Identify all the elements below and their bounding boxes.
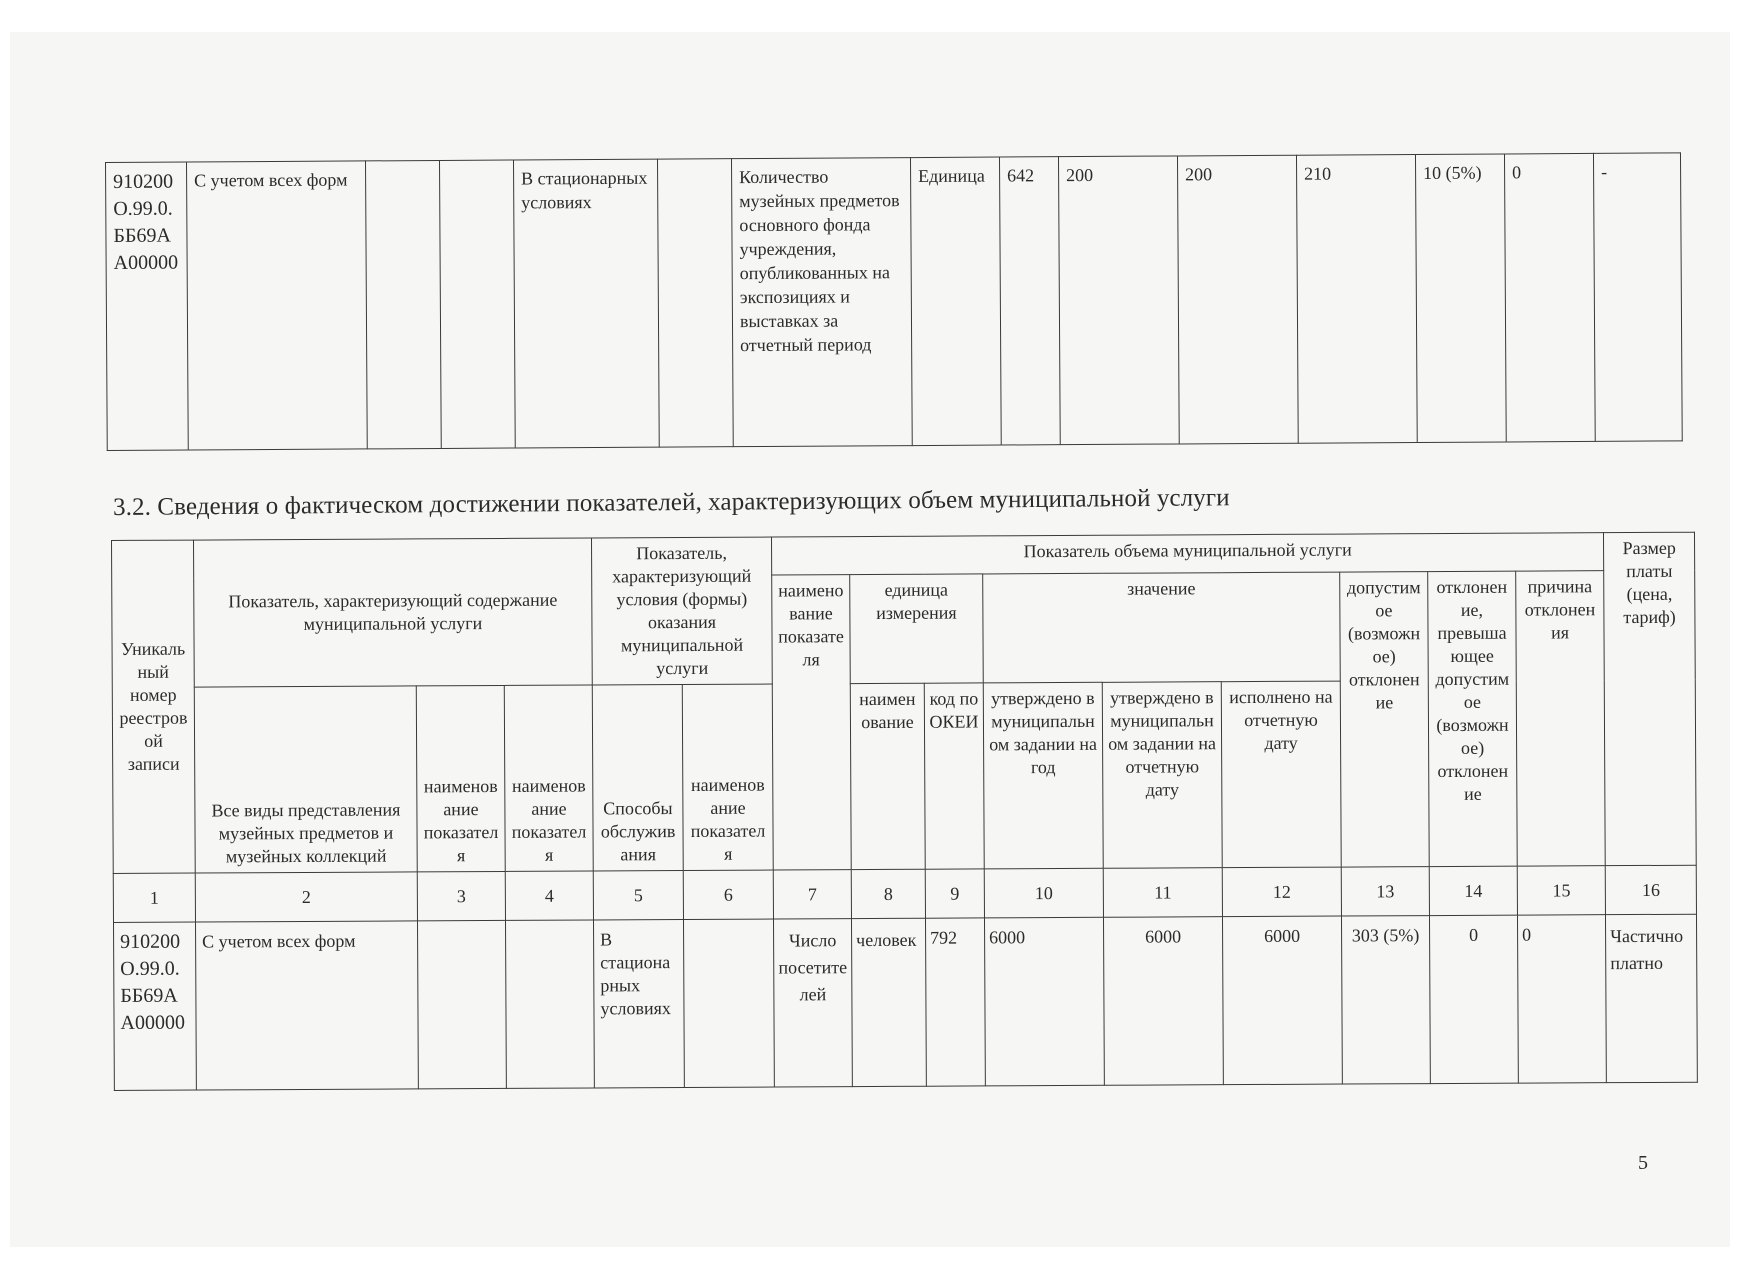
column-number: 5 — [593, 871, 683, 920]
column-number: 10 — [984, 868, 1103, 918]
allowed-deviation-cell: 303 (5%) — [1342, 916, 1431, 1084]
fulfilled-cell: 210 — [1296, 154, 1417, 443]
content-cell: С учетом всех форм — [196, 921, 419, 1090]
column-number-row — [113, 865, 1696, 922]
approved-date-cell: 6000 — [1104, 917, 1224, 1086]
okei-cell: 642 — [999, 157, 1060, 445]
column-number: 12 — [1222, 867, 1341, 917]
unit-group-header: единица измерения — [850, 574, 984, 684]
form-group-header: Показатель, характеризующий условия (формы) оказания муниципальной услуги — [592, 537, 773, 685]
fulfilled-header: исполнено на отчетную дату — [1221, 681, 1341, 868]
column-number: 9 — [925, 869, 984, 918]
column-number: 3 — [417, 871, 505, 920]
volume-indicators-table — [111, 532, 1698, 1091]
registry-code-cell: 910200О.99.0.ББ69АА00000 — [106, 162, 189, 450]
indicator-name-header: наименование показателя — [772, 575, 852, 870]
registry-code-cell: 910200О.99.0.ББ69АА00000 — [114, 922, 197, 1090]
column-number: 15 — [1517, 866, 1605, 915]
value-group-header: значение — [983, 572, 1341, 683]
okei-cell: 792 — [926, 918, 986, 1086]
deviation-cell: 0 — [1504, 153, 1595, 442]
column-number: 7 — [773, 870, 851, 919]
allowed-deviation-header: допустимое (возможное) отклонение — [1340, 572, 1430, 867]
empty-cell — [439, 160, 515, 448]
table-row — [106, 153, 1683, 451]
column-number: 2 — [195, 872, 417, 922]
column-number: 1 — [113, 873, 195, 922]
allowed-deviation-cell: 10 (5%) — [1415, 154, 1506, 443]
page-number: 5 — [1638, 1152, 1648, 1174]
indicator-name-3-header: наименование показателя — [416, 685, 505, 871]
empty-cell — [365, 160, 441, 448]
deviation-reason-header: причина отклонения — [1516, 571, 1606, 866]
exceeding-deviation-cell: 0 — [1430, 915, 1519, 1083]
table-row — [114, 914, 1698, 1090]
fulfilled-cell: 6000 — [1223, 916, 1343, 1085]
column-number: 11 — [1103, 868, 1222, 918]
approved-date-header: утверждено в муниципальном задании на отчетную дату — [1102, 682, 1222, 869]
fee-cell: Частично платно — [1606, 914, 1698, 1082]
reason-cell: - — [1593, 153, 1682, 442]
quality-indicators-table — [105, 152, 1683, 451]
indicator-cell: Число посетителей — [774, 919, 853, 1087]
section-heading: 3.2. Сведения о фактическом достижении показателей, характеризующих объем муниципальной услуги — [113, 484, 1230, 521]
unit-cell: Единица — [910, 157, 1001, 446]
column-number: 16 — [1605, 865, 1696, 914]
approved-date-cell: 200 — [1177, 155, 1298, 444]
empty-cell — [505, 920, 594, 1088]
indicator-cell: Количество музейных предметов основного фонда учреждения, опубликованных на экспозициях и выставках за отчетный период — [731, 158, 912, 447]
column-number: 14 — [1429, 866, 1517, 915]
fee-header: Размер платы (цена, тариф) — [1604, 532, 1697, 865]
indicator-name-4-header: наименование показателя — [504, 685, 593, 871]
approved-year-cell: 6000 — [985, 917, 1105, 1086]
approved-year-header: утверждено в муниципальном задании на год — [983, 682, 1103, 869]
indicator-name-6-header: наименование показателя — [682, 684, 773, 870]
condition-cell: В стационарных условиях — [513, 159, 659, 448]
content-cell: С учетом всех форм — [187, 161, 368, 450]
unit-cell: человек — [852, 918, 927, 1086]
unit-name-header: наименование — [850, 683, 925, 869]
content-group-header: Показатель, характеризующий содержание муниципальной услуги — [194, 538, 593, 687]
empty-cell — [684, 919, 775, 1087]
column-number: 4 — [505, 871, 593, 920]
all-types-header: Все виды представления музейных предметов и музейных коллекций — [194, 686, 417, 873]
column-number: 8 — [851, 869, 925, 918]
okei-code-header: код по ОКЕИ — [924, 683, 984, 869]
exceeding-deviation-header: отклонение, превышающее допустимое (возможное) отклонение — [1428, 571, 1518, 866]
service-method-header: Способы обслуживания — [592, 685, 683, 871]
empty-cell — [417, 920, 506, 1088]
empty-cell — [657, 159, 733, 447]
service-method-cell: В стационарных условиях — [594, 920, 685, 1088]
deviation-reason-cell: 0 — [1518, 915, 1607, 1083]
column-number: 13 — [1341, 867, 1429, 916]
volume-group-header: Показатель объема муниципальной услуги — [772, 533, 1604, 575]
approved-year-cell: 200 — [1058, 156, 1179, 445]
unique-number-header: Уникальный номер реестровой записи — [112, 540, 196, 873]
column-number: 6 — [683, 870, 773, 919]
